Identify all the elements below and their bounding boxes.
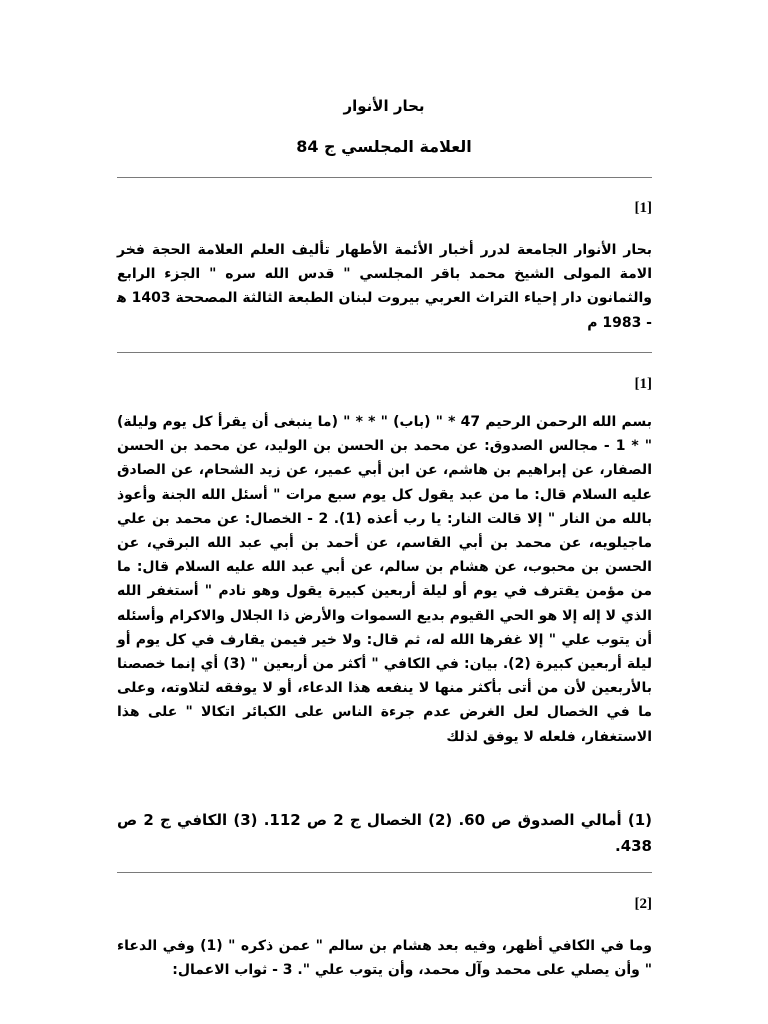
divider: [117, 872, 652, 873]
footnotes: [117, 807, 652, 859]
page-marker: [2]: [634, 896, 652, 912]
divider: [117, 177, 652, 178]
paragraph-text: وما في الكافي أظهر، وفيه بعد هشام بن سالم " عمن ذكره " (1) وفي الدعاء " وأن يصلي على محمد وآل محمد، وأن يتوب علي ". 3 - ثواب الاعمال:: [117, 938, 652, 979]
book-subtitle: العلامة المجلسي ج 84: [296, 137, 472, 156]
paragraph-text: بسم الله الرحمن الرحيم 47 * " (باب) " * * " (ما ينبغى أن يقرأ كل يوم وليلة) " * 1 - مجالس الصدوق: عن محمد بن الحسن بن الوليد، عن محمد بن الحسن الصفار، عن إبراهيم بن هاشم، عن ابن أبي عمير، عن زيد الشحام، عن الصادق عليه السلام قال: ما من عبد يقول كل يوم سبع مرات " أسئل الله الجنة وأعوذ بالله من النار " إلا قالت النار: يا رب أعذه (1). 2 - الخصال: عن محمد بن علي ماجيلويه، عن محمد بن أبي القاسم، عن أحمد بن أبي عبد الله البرقي، عن الحسن بن محبوب، عن هشام بن سالم، عن أبي عبد الله عليه السلام قال: ما من مؤمن يقترف في يوم أو ليلة أربعين كبيرة يقول وهو نادم " أستغفر الله الذي لا إله إلا هو الحي القيوم بديع السموات والأرض ذا الجلال والاكرام وأسئله أن يتوب علي " إلا غفرها الله له، ثم قال: ولا خير فيمن يقارف في كل يوم أو ليلة أربعين كبيرة (2). بيان: في الكافي " أكثر من أربعين " (3) أي إنما خصصنا بالأربعين لأن من أتى بأكثر منها لا ينفعه هذا الدعاء، أو لا يوفقه لتلاوته، وعلى ما في الخصال لعل الغرض عدم جرءة الناس على الكبائر اتكالا " على هذا الاستغفار، فلعله لا يوفق لذلك: [117, 414, 652, 745]
page-marker: [1]: [634, 376, 652, 392]
divider: [117, 352, 652, 353]
footnote-text: (1) أمالي الصدوق ص 60. (2) الخصال ج 2 ص 112. (3) الكافي ج 2 ص 438.: [117, 811, 652, 855]
paragraph-text: بحار الأنوار الجامعة لدرر أخبار الأئمة الأطهار تأليف العلم العلامة الحجة فخر الامة المولى الشيخ محمد باقر المجلسي " قدس الله سره " الجزء الرابع والثمانون دار إحياء التراث العربي بيروت لبنان الطبعة الثالثة المصححة 1403 ه‍ - 1983 م: [117, 242, 652, 331]
continuation-paragraph: [117, 934, 652, 982]
book-info-paragraph: [117, 238, 652, 335]
main-text-paragraph: [117, 410, 652, 749]
book-title: بحار الأنوار: [343, 97, 425, 115]
page-marker: [1]: [634, 200, 652, 216]
